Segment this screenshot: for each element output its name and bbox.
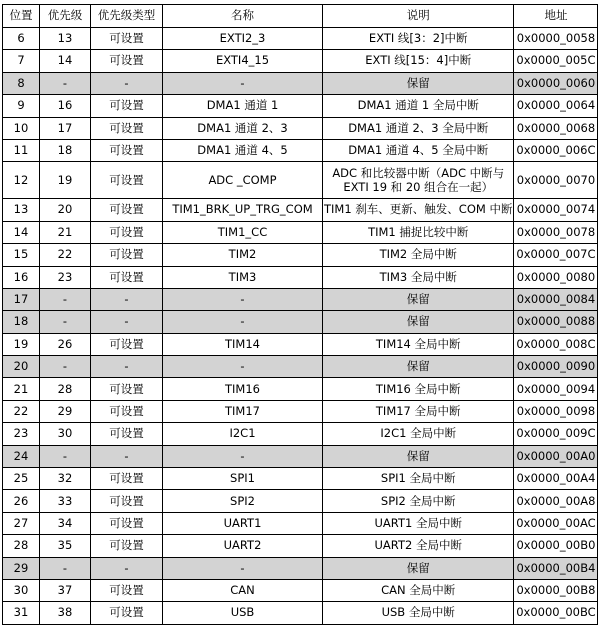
cell-priority: 28	[40, 378, 91, 400]
table-row	[3, 266, 598, 288]
cell-description: SPI1 全局中断	[323, 468, 514, 490]
table-row	[3, 557, 598, 579]
cell-description: TIM1 捕捉比较中断	[323, 221, 514, 243]
cell-position: 23	[3, 423, 40, 445]
cell-address: 0x0000_00B8	[514, 579, 598, 601]
cell-priority-type: 可设置	[91, 28, 163, 50]
cell-position: 13	[3, 199, 40, 221]
cell-description: DMA1 通道 2、3 全局中断	[323, 117, 514, 139]
cell-priority: 19	[40, 162, 91, 199]
table-row	[3, 512, 598, 534]
cell-priority: 20	[40, 199, 91, 221]
cell-name: TIM14	[163, 333, 323, 355]
table-row	[3, 445, 598, 467]
cell-priority-type: 可设置	[91, 378, 163, 400]
cell-priority: 33	[40, 490, 91, 512]
cell-priority-type: 可设置	[91, 117, 163, 139]
cell-address: 0x0000_0070	[514, 162, 598, 199]
cell-priority: 23	[40, 266, 91, 288]
cell-address: 0x0000_00A8	[514, 490, 598, 512]
cell-priority: 29	[40, 400, 91, 422]
cell-priority-type: 可设置	[91, 490, 163, 512]
cell-address: 0x0000_0074	[514, 199, 598, 221]
table-row	[3, 221, 598, 243]
header-priority-type: 优先级类型	[91, 5, 163, 28]
cell-name: UART1	[163, 512, 323, 534]
cell-description: 保留	[323, 445, 514, 467]
cell-name: SPI2	[163, 490, 323, 512]
cell-description: 保留	[323, 311, 514, 333]
cell-priority-type: 可设置	[91, 333, 163, 355]
cell-position: 27	[3, 512, 40, 534]
header-description: 说明	[323, 5, 514, 28]
cell-priority-type: 可设置	[91, 423, 163, 445]
cell-priority: 17	[40, 117, 91, 139]
cell-address: 0x0000_007C	[514, 244, 598, 266]
header-name: 名称	[163, 5, 323, 28]
cell-priority-type: 可设置	[91, 199, 163, 221]
cell-address: 0x0000_0068	[514, 117, 598, 139]
cell-priority-type: 可设置	[91, 512, 163, 534]
cell-priority-type: -	[91, 72, 163, 94]
cell-position: 20	[3, 356, 40, 378]
cell-address: 0x0000_00B0	[514, 535, 598, 557]
cell-name: TIM17	[163, 400, 323, 422]
table-row	[3, 162, 598, 199]
cell-priority: 38	[40, 602, 91, 624]
table-row	[3, 490, 598, 512]
cell-priority-type: -	[91, 557, 163, 579]
cell-name: SPI1	[163, 468, 323, 490]
cell-name: TIM3	[163, 266, 323, 288]
table-row	[3, 356, 598, 378]
cell-position: 9	[3, 95, 40, 117]
description-text: ADC 和比较器中断（ADC 中断与 EXTI 19 和 20 组合在一起）	[332, 166, 505, 195]
cell-address: 0x0000_006C	[514, 139, 598, 161]
cell-description: UART2 全局中断	[323, 535, 514, 557]
cell-address: 0x0000_008C	[514, 333, 598, 355]
cell-description: SPI2 全局中断	[323, 490, 514, 512]
table-row	[3, 244, 598, 266]
cell-priority: -	[40, 288, 91, 310]
cell-position: 6	[3, 28, 40, 50]
cell-description: CAN 全局中断	[323, 579, 514, 601]
cell-position: 14	[3, 221, 40, 243]
cell-priority: 35	[40, 535, 91, 557]
table-row	[3, 95, 598, 117]
cell-name: -	[163, 356, 323, 378]
table-row	[3, 72, 598, 94]
table-row	[3, 423, 598, 445]
cell-priority: 14	[40, 50, 91, 72]
cell-priority: 22	[40, 244, 91, 266]
cell-priority-type: 可设置	[91, 602, 163, 624]
table-row	[3, 602, 598, 624]
cell-priority: 34	[40, 512, 91, 534]
header-address: 地址	[514, 5, 598, 28]
table-row	[3, 311, 598, 333]
cell-address: 0x0000_0064	[514, 95, 598, 117]
cell-name: DMA1 通道 1	[163, 95, 323, 117]
cell-position: 8	[3, 72, 40, 94]
cell-position: 22	[3, 400, 40, 422]
cell-description: EXTI 线[3：2]中断	[323, 28, 514, 50]
cell-priority: -	[40, 72, 91, 94]
cell-position: 15	[3, 244, 40, 266]
cell-address: 0x0000_0078	[514, 221, 598, 243]
cell-name: DMA1 通道 4、5	[163, 139, 323, 161]
cell-description: TIM17 全局中断	[323, 400, 514, 422]
table-row	[3, 28, 598, 50]
cell-priority-type: 可设置	[91, 162, 163, 199]
table-row	[3, 50, 598, 72]
cell-priority: 21	[40, 221, 91, 243]
cell-name: EXTI4_15	[163, 50, 323, 72]
cell-name: -	[163, 72, 323, 94]
cell-description: TIM3 全局中断	[323, 266, 514, 288]
cell-position: 25	[3, 468, 40, 490]
cell-description: 保留	[323, 356, 514, 378]
cell-priority: -	[40, 557, 91, 579]
cell-name: DMA1 通道 2、3	[163, 117, 323, 139]
cell-description	[323, 162, 514, 199]
cell-description: TIM14 全局中断	[323, 333, 514, 355]
cell-priority: 16	[40, 95, 91, 117]
cell-address: 0x0000_00A0	[514, 445, 598, 467]
cell-priority-type: 可设置	[91, 221, 163, 243]
cell-priority-type: 可设置	[91, 400, 163, 422]
cell-position: 31	[3, 602, 40, 624]
cell-address: 0x0000_009C	[514, 423, 598, 445]
cell-address: 0x0000_0094	[514, 378, 598, 400]
table-row	[3, 288, 598, 310]
cell-position: 24	[3, 445, 40, 467]
cell-name: TIM1_CC	[163, 221, 323, 243]
cell-description: 保留	[323, 557, 514, 579]
cell-name: USB	[163, 602, 323, 624]
cell-priority-type: 可设置	[91, 468, 163, 490]
cell-name: CAN	[163, 579, 323, 601]
cell-priority: 18	[40, 139, 91, 161]
cell-name: TIM16	[163, 378, 323, 400]
cell-priority-type: 可设置	[91, 244, 163, 266]
cell-priority: 32	[40, 468, 91, 490]
cell-priority: 37	[40, 579, 91, 601]
cell-address: 0x0000_00A4	[514, 468, 598, 490]
cell-name: UART2	[163, 535, 323, 557]
cell-priority: 26	[40, 333, 91, 355]
cell-position: 19	[3, 333, 40, 355]
cell-priority: 30	[40, 423, 91, 445]
cell-position: 12	[3, 162, 40, 199]
table-row	[3, 333, 598, 355]
cell-description: TIM16 全局中断	[323, 378, 514, 400]
cell-name: TIM1_BRK_UP_TRG_COM	[163, 199, 323, 221]
table-row	[3, 468, 598, 490]
cell-description: EXTI 线[15：4]中断	[323, 50, 514, 72]
cell-address: 0x0000_005C	[514, 50, 598, 72]
table-row	[3, 579, 598, 601]
cell-priority: -	[40, 445, 91, 467]
cell-description: USB 全局中断	[323, 602, 514, 624]
cell-position: 10	[3, 117, 40, 139]
cell-priority: -	[40, 356, 91, 378]
cell-priority-type: 可设置	[91, 95, 163, 117]
cell-name: -	[163, 445, 323, 467]
cell-priority-type: 可设置	[91, 535, 163, 557]
table-body	[3, 28, 598, 625]
cell-description: I2C1 全局中断	[323, 423, 514, 445]
cell-position: 28	[3, 535, 40, 557]
cell-position: 11	[3, 139, 40, 161]
cell-description: 保留	[323, 72, 514, 94]
cell-position: 16	[3, 266, 40, 288]
cell-position: 21	[3, 378, 40, 400]
cell-priority-type: -	[91, 445, 163, 467]
cell-position: 17	[3, 288, 40, 310]
cell-name: -	[163, 557, 323, 579]
cell-address: 0x0000_0084	[514, 288, 598, 310]
cell-address: 0x0000_00AC	[514, 512, 598, 534]
cell-name: -	[163, 288, 323, 310]
table-row	[3, 400, 598, 422]
cell-priority-type: 可设置	[91, 266, 163, 288]
cell-position: 26	[3, 490, 40, 512]
cell-name: ADC _COMP	[163, 162, 323, 199]
cell-address: 0x0000_0098	[514, 400, 598, 422]
cell-address: 0x0000_0090	[514, 356, 598, 378]
table-row	[3, 378, 598, 400]
cell-position: 30	[3, 579, 40, 601]
cell-priority-type: -	[91, 356, 163, 378]
interrupt-vector-table	[2, 4, 598, 625]
cell-address: 0x0000_00B4	[514, 557, 598, 579]
cell-description: TIM2 全局中断	[323, 244, 514, 266]
cell-description: DMA1 通道 1 全局中断	[323, 95, 514, 117]
cell-address: 0x0000_0080	[514, 266, 598, 288]
cell-priority-type: 可设置	[91, 579, 163, 601]
header-position: 位置	[3, 5, 40, 28]
cell-priority: 13	[40, 28, 91, 50]
table-row	[3, 117, 598, 139]
cell-position: 18	[3, 311, 40, 333]
cell-priority: -	[40, 311, 91, 333]
cell-name: TIM2	[163, 244, 323, 266]
cell-address: 0x0000_0058	[514, 28, 598, 50]
table-row	[3, 139, 598, 161]
header-priority: 优先级	[40, 5, 91, 28]
header-row	[3, 5, 598, 28]
cell-name: -	[163, 311, 323, 333]
cell-position: 7	[3, 50, 40, 72]
cell-name: I2C1	[163, 423, 323, 445]
table-row	[3, 199, 598, 221]
cell-address: 0x0000_0060	[514, 72, 598, 94]
cell-priority-type: -	[91, 311, 163, 333]
table-row	[3, 535, 598, 557]
cell-name: EXTI2_3	[163, 28, 323, 50]
cell-priority-type: -	[91, 288, 163, 310]
cell-description: DMA1 通道 4、5 全局中断	[323, 139, 514, 161]
cell-position: 29	[3, 557, 40, 579]
cell-address: 0x0000_0088	[514, 311, 598, 333]
cell-priority-type: 可设置	[91, 139, 163, 161]
cell-description: TIM1 刹车、更新、触发、COM 中断	[323, 199, 514, 221]
cell-description: UART1 全局中断	[323, 512, 514, 534]
cell-address: 0x0000_00BC	[514, 602, 598, 624]
cell-description: 保留	[323, 288, 514, 310]
table-header	[3, 5, 598, 28]
cell-priority-type: 可设置	[91, 50, 163, 72]
